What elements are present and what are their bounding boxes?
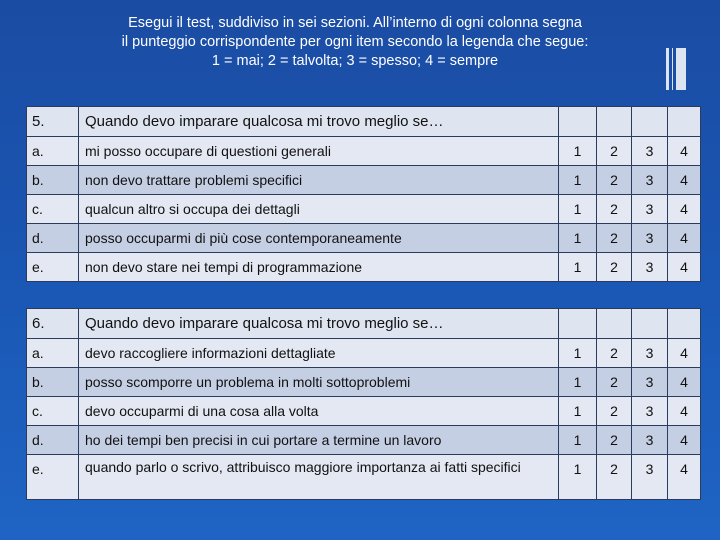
score-3-cell[interactable]: 3: [632, 426, 668, 455]
score-3-cell[interactable]: 3: [632, 224, 668, 253]
decorative-bars: [666, 48, 686, 90]
score-4-cell[interactable]: 4: [668, 166, 701, 195]
score-3-cell[interactable]: 3: [632, 253, 668, 282]
item-row: [27, 455, 701, 500]
section-number: 6.: [27, 309, 79, 339]
score-1-cell[interactable]: 1: [559, 339, 597, 368]
item-text: devo raccogliere informazioni dettagliate: [79, 339, 559, 368]
score-3-cell[interactable]: 3: [632, 455, 668, 500]
section-header-row: [27, 309, 701, 339]
item-text: mi posso occupare di questioni generali: [79, 137, 559, 166]
score-4-cell[interactable]: 4: [668, 426, 701, 455]
section-6-table: [26, 308, 701, 500]
section-title: Quando devo imparare qualcosa mi trovo meglio se…: [79, 107, 559, 137]
item-text: quando parlo o scrivo, attribuisco maggiore importanza ai fatti specifici: [79, 455, 559, 500]
item-row: [27, 224, 701, 253]
score-3-cell[interactable]: 3: [632, 368, 668, 397]
item-row: [27, 339, 701, 368]
item-row: [27, 253, 701, 282]
score-3-cell[interactable]: 3: [632, 397, 668, 426]
score-4-cell[interactable]: 4: [668, 368, 701, 397]
item-letter: d.: [27, 426, 79, 455]
item-letter: a.: [27, 339, 79, 368]
score-4-cell[interactable]: 4: [668, 339, 701, 368]
instructions-line-2: il punteggio corrispondente per ogni item secondo la legenda che segue:: [121, 34, 589, 50]
score-3-cell[interactable]: 3: [632, 339, 668, 368]
item-text: posso occuparmi di più cose contemporaneamente: [79, 224, 559, 253]
item-text: posso scomporre un problema in molti sottoproblemi: [79, 368, 559, 397]
item-text: non devo trattare problemi specifici: [79, 166, 559, 195]
item-letter: b.: [27, 368, 79, 397]
item-letter: c.: [27, 397, 79, 426]
score-1-cell[interactable]: 1: [559, 166, 597, 195]
score-2-cell[interactable]: 2: [597, 397, 632, 426]
item-row: [27, 368, 701, 397]
item-row: [27, 397, 701, 426]
item-letter: a.: [27, 137, 79, 166]
instructions-line-3: 1 = mai; 2 = talvolta; 3 = spesso; 4 = sempre: [211, 53, 499, 69]
item-letter: d.: [27, 224, 79, 253]
score-3-cell[interactable]: 3: [632, 137, 668, 166]
score-4-cell[interactable]: 4: [668, 253, 701, 282]
section-header-row: [27, 107, 701, 137]
score-1-cell[interactable]: 1: [559, 253, 597, 282]
instructions-header: [40, 14, 670, 71]
section-number: 5.: [27, 107, 79, 137]
score-1-cell[interactable]: 1: [559, 224, 597, 253]
item-text: ho dei tempi ben precisi in cui portare a termine un lavoro: [79, 426, 559, 455]
item-text: qualcun altro si occupa dei dettagli: [79, 195, 559, 224]
score-2-cell[interactable]: 2: [597, 253, 632, 282]
score-2-cell[interactable]: 2: [597, 137, 632, 166]
item-row: [27, 426, 701, 455]
score-2-cell[interactable]: 2: [597, 339, 632, 368]
score-1-cell[interactable]: 1: [559, 397, 597, 426]
item-text: devo occuparmi di una cosa alla volta: [79, 397, 559, 426]
item-letter: e.: [27, 253, 79, 282]
item-row: [27, 166, 701, 195]
score-1-cell[interactable]: 1: [559, 137, 597, 166]
item-letter: e.: [27, 455, 79, 500]
item-row: [27, 195, 701, 224]
item-row: [27, 137, 701, 166]
score-2-cell[interactable]: 2: [597, 426, 632, 455]
score-2-cell[interactable]: 2: [597, 166, 632, 195]
score-4-cell[interactable]: 4: [668, 224, 701, 253]
score-2-cell[interactable]: 2: [597, 224, 632, 253]
instructions-line-1: Esegui il test, suddiviso in sei sezioni. All’interno di ogni colonna segna: [128, 15, 582, 31]
section-title: Quando devo imparare qualcosa mi trovo meglio se…: [79, 309, 559, 339]
section-5-table: [26, 106, 701, 282]
score-4-cell[interactable]: 4: [668, 195, 701, 224]
score-4-cell[interactable]: 4: [668, 455, 701, 500]
score-3-cell[interactable]: 3: [632, 166, 668, 195]
item-letter: c.: [27, 195, 79, 224]
score-4-cell[interactable]: 4: [668, 397, 701, 426]
score-2-cell[interactable]: 2: [597, 455, 632, 500]
score-4-cell[interactable]: 4: [668, 137, 701, 166]
item-letter: b.: [27, 166, 79, 195]
score-1-cell[interactable]: 1: [559, 368, 597, 397]
score-2-cell[interactable]: 2: [597, 195, 632, 224]
score-2-cell[interactable]: 2: [597, 368, 632, 397]
score-3-cell[interactable]: 3: [632, 195, 668, 224]
item-text: non devo stare nei tempi di programmazione: [79, 253, 559, 282]
score-1-cell[interactable]: 1: [559, 195, 597, 224]
score-1-cell[interactable]: 1: [559, 455, 597, 500]
score-1-cell[interactable]: 1: [559, 426, 597, 455]
